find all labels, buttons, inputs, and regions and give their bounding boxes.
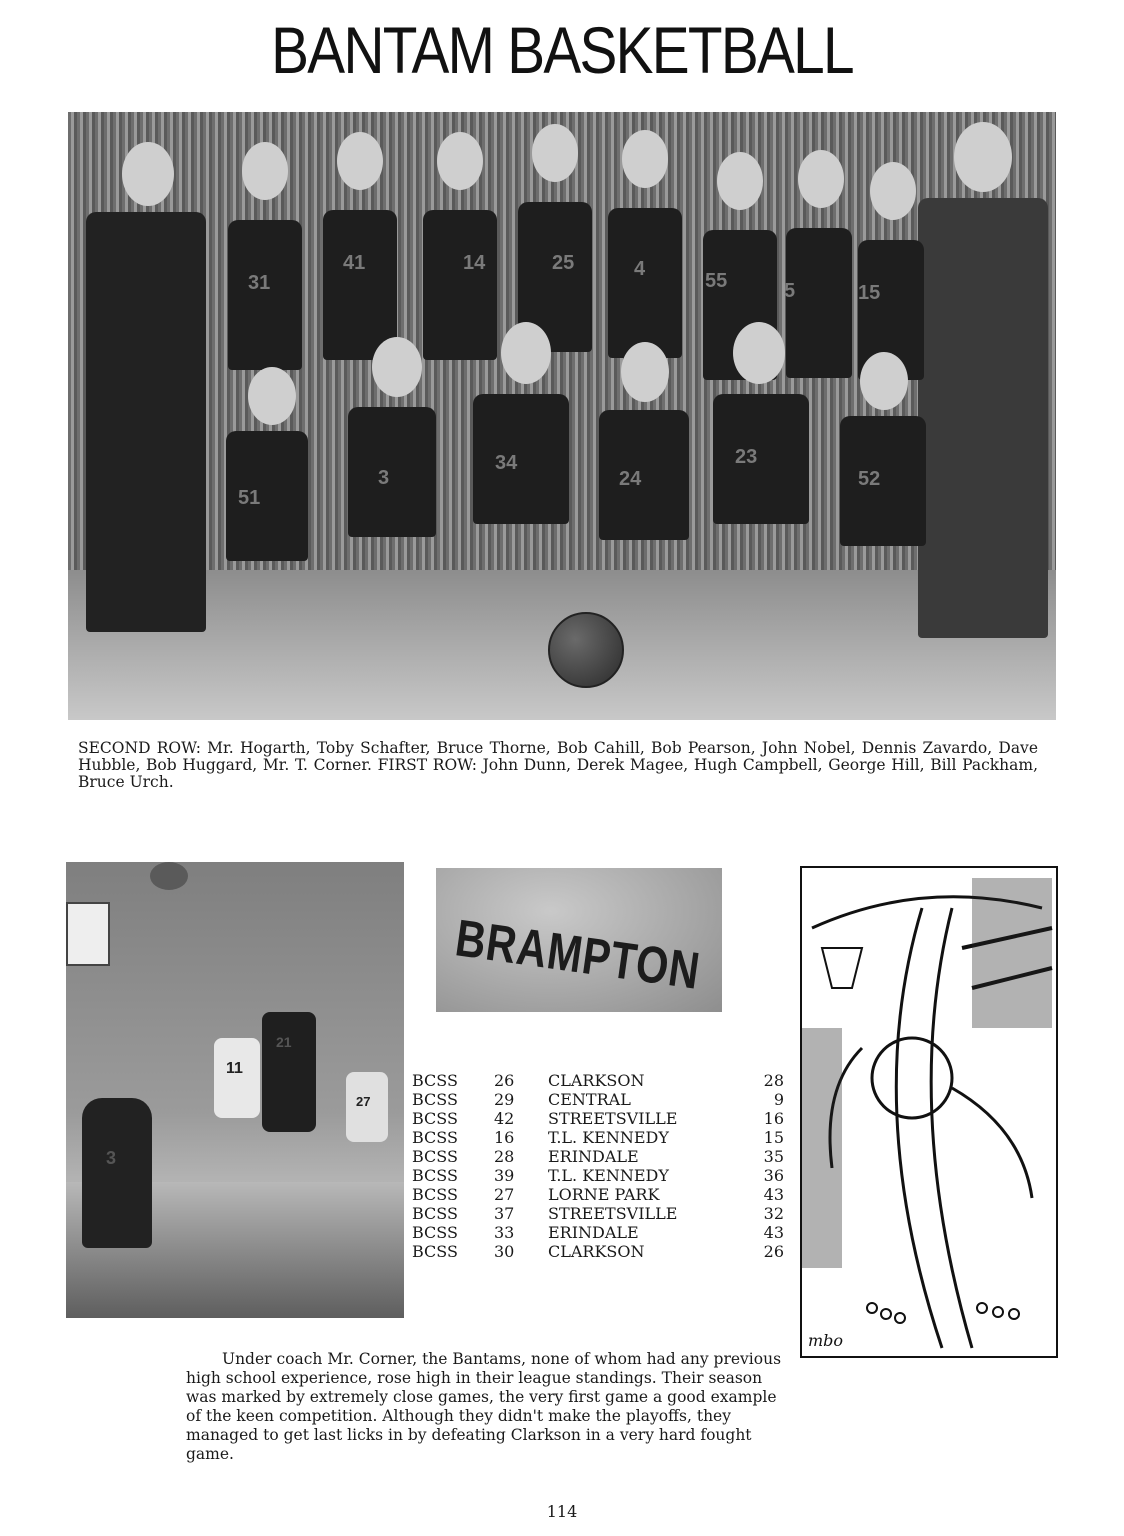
team-score: 42 xyxy=(494,1109,515,1128)
jersey-number: 14 xyxy=(463,252,486,274)
opponent-score: 35 xyxy=(763,1147,784,1166)
opponent-name: CENTRAL xyxy=(548,1090,631,1109)
player-front-6 xyxy=(828,352,938,652)
team-name: BCSS xyxy=(412,1166,458,1185)
player-right xyxy=(346,1072,388,1142)
player-front-2 xyxy=(328,337,448,637)
team-score: 29 xyxy=(494,1090,515,1109)
team-name: BCSS xyxy=(412,1185,458,1204)
cartoon-drawing xyxy=(800,866,1058,1358)
team-name: BCSS xyxy=(412,1090,458,1109)
brampton-shirt-text: BRAMPTON xyxy=(451,909,704,1001)
opponent-score: 32 xyxy=(763,1204,784,1223)
jersey-number: 3 xyxy=(378,467,390,489)
jersey-number: 25 xyxy=(552,252,575,274)
jersey-number: 51 xyxy=(238,487,261,509)
player-foreground xyxy=(82,1098,152,1248)
team-score: 27 xyxy=(494,1185,515,1204)
opponent-name: ERINDALE xyxy=(548,1223,639,1242)
team-score: 16 xyxy=(494,1128,515,1147)
jersey-number: 31 xyxy=(248,272,271,294)
player-front-1 xyxy=(208,367,318,637)
team-photo-caption: SECOND ROW: Mr. Hogarth, Toby Schafter, Bruce Thorne, Bob Cahill, Bob Pearson, John Nobel, Dennis Zavardo, Dave Hubble, Bob Huggard, Mr. T. Corner. FIRST ROW: John Dunn, Derek Magee, Hugh Campbell, George Hill, Bill Packham, Bruce Urch. xyxy=(78,739,1038,791)
opponent-score: 16 xyxy=(763,1109,784,1128)
opponent-score: 36 xyxy=(763,1166,784,1185)
brampton-shirt-photo xyxy=(436,868,722,1012)
jersey-number: 15 xyxy=(858,282,881,304)
page-number: 114 xyxy=(546,1502,578,1521)
jersey-number: 3 xyxy=(106,1148,117,1168)
opponent-name: STREETSVILLE xyxy=(548,1109,678,1128)
player-front-5 xyxy=(693,322,823,622)
team-name: BCSS xyxy=(412,1223,458,1242)
opponent-name: T.L. KENNEDY xyxy=(548,1166,669,1185)
action-photo xyxy=(66,862,404,1318)
team-name: BCSS xyxy=(412,1147,458,1166)
opponent-score: 43 xyxy=(763,1185,784,1204)
player-front-4 xyxy=(583,342,703,642)
player-dark xyxy=(262,1012,316,1132)
team-score: 30 xyxy=(494,1242,515,1261)
jersey-number: 27 xyxy=(356,1094,371,1109)
player-white xyxy=(214,1038,260,1118)
opponent-name: ERINDALE xyxy=(548,1147,639,1166)
basketball xyxy=(150,862,188,890)
coach-left xyxy=(86,142,206,642)
score-row xyxy=(412,1071,788,1090)
score-row xyxy=(412,1166,788,1185)
score-row xyxy=(412,1185,788,1204)
jersey-number: 55 xyxy=(705,270,728,292)
opponent-score: 15 xyxy=(763,1128,784,1147)
opponent-score: 43 xyxy=(763,1223,784,1242)
team-name: BCSS xyxy=(412,1128,458,1147)
opponent-name: LORNE PARK xyxy=(548,1185,660,1204)
score-row xyxy=(412,1109,788,1128)
page-title: BANTAM BASKETBALL xyxy=(271,13,853,87)
jersey-number: 4 xyxy=(634,258,646,280)
jersey-number: 52 xyxy=(858,468,881,490)
basketball xyxy=(548,612,624,688)
opponent-name: CLARKSON xyxy=(548,1071,645,1090)
jersey-number: 5 xyxy=(784,280,796,302)
team-score: 33 xyxy=(494,1223,515,1242)
opponent-score: 26 xyxy=(763,1242,784,1261)
score-row xyxy=(412,1242,788,1261)
player-front-3 xyxy=(453,322,583,622)
team-photo xyxy=(68,112,1056,720)
score-row xyxy=(412,1128,788,1147)
team-name: BCSS xyxy=(412,1204,458,1223)
team-name: BCSS xyxy=(412,1109,458,1128)
score-row xyxy=(412,1090,788,1109)
team-score: 26 xyxy=(494,1071,515,1090)
season-summary xyxy=(186,1350,788,1464)
score-row xyxy=(412,1204,788,1223)
opponent-name: T.L. KENNEDY xyxy=(548,1128,669,1147)
jersey-number: 34 xyxy=(495,452,518,474)
team-name: BCSS xyxy=(412,1071,458,1090)
backboard xyxy=(66,902,110,966)
opponent-name: STREETSVILLE xyxy=(548,1204,678,1223)
score-row xyxy=(412,1223,788,1242)
jersey-number: 24 xyxy=(619,468,642,490)
jersey-number: 21 xyxy=(276,1034,292,1050)
team-score: 39 xyxy=(494,1166,515,1185)
jersey-number: 41 xyxy=(343,252,366,274)
team-name: BCSS xyxy=(412,1242,458,1261)
jersey-number: 11 xyxy=(226,1060,243,1077)
opponent-name: CLARKSON xyxy=(548,1242,645,1261)
opponent-score: 28 xyxy=(763,1071,784,1090)
team-score: 28 xyxy=(494,1147,515,1166)
artist-signature: mbo xyxy=(808,1331,844,1350)
cartoon-illustration xyxy=(802,868,1056,1356)
scores-table xyxy=(412,1071,788,1261)
season-summary-text: Under coach Mr. Corner, the Bantams, none of whom had any previous high school experience, rose high in their league standings. Their season was marked by extremely close games, the very first game a good example of the keen competition. Although they didn't make the playoffs, they managed to get last licks in by defeating Clarkson in a very hard fought game. xyxy=(186,1350,782,1463)
jersey-number: 23 xyxy=(735,446,758,468)
team-score: 37 xyxy=(494,1204,515,1223)
score-row xyxy=(412,1147,788,1166)
opponent-score: 9 xyxy=(773,1090,784,1109)
